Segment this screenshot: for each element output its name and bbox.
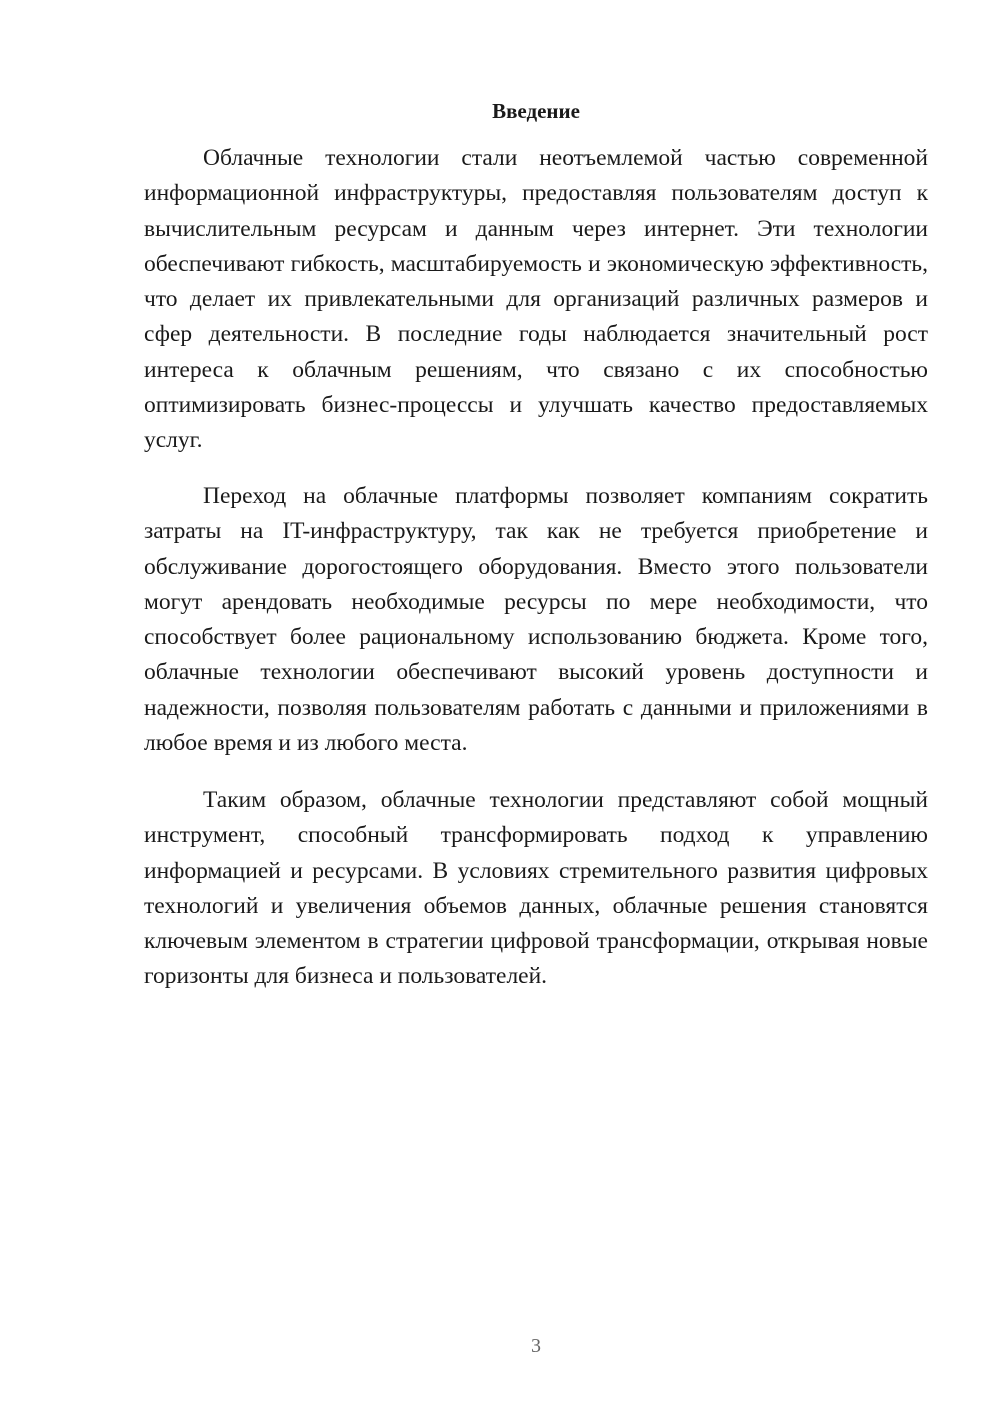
paragraph-3: Таким образом, облачные технологии представляют собой мощный инструмент, способный трансформировать подход к управлению информацией и ресурсами. В условиях стремительного развития цифровых технологий и увеличения объемов данных, облачные решения становятся ключевым элементом в стратегии цифровой трансформации, открывая новые горизонты для бизнеса и пользователей. xyxy=(144,787,928,990)
paragraph-1: Облачные технологии стали неотъемлемой частью современной информационной инфраструктуры, предоставляя пользователям доступ к вычислительным ресурсам и данным через интернет. Эти технологии обеспечивают гибкость, масштабируемость и экономическую эффективность, что делает их привлекательными для организаций различных размеров и сфер деятельности. В последние годы наблюдается значительный рост интереса к облачным решениям, что связано с их способностью оптимизировать бизнес-процессы и улучшать качество предоставляемых услуг. xyxy=(144,145,928,454)
page-number: 3 xyxy=(531,1335,541,1357)
section-heading: Введение xyxy=(492,99,580,123)
paragraph-2: Переход на облачные платформы позволяет компаниям сократить затраты на IT-инфраструктуру, так как не требуется приобретение и обслуживание дорогостоящего оборудования. Вместо этого пользователи могут арендовать необходимые ресурсы по мере необходимости, что способствует более рациональному использованию бюджета. Кроме того, облачные технологии обеспечивают высокий уровень доступности и надежности, позволяя пользователям работать с данными и приложениями в любое время и из любого места. xyxy=(144,483,928,757)
